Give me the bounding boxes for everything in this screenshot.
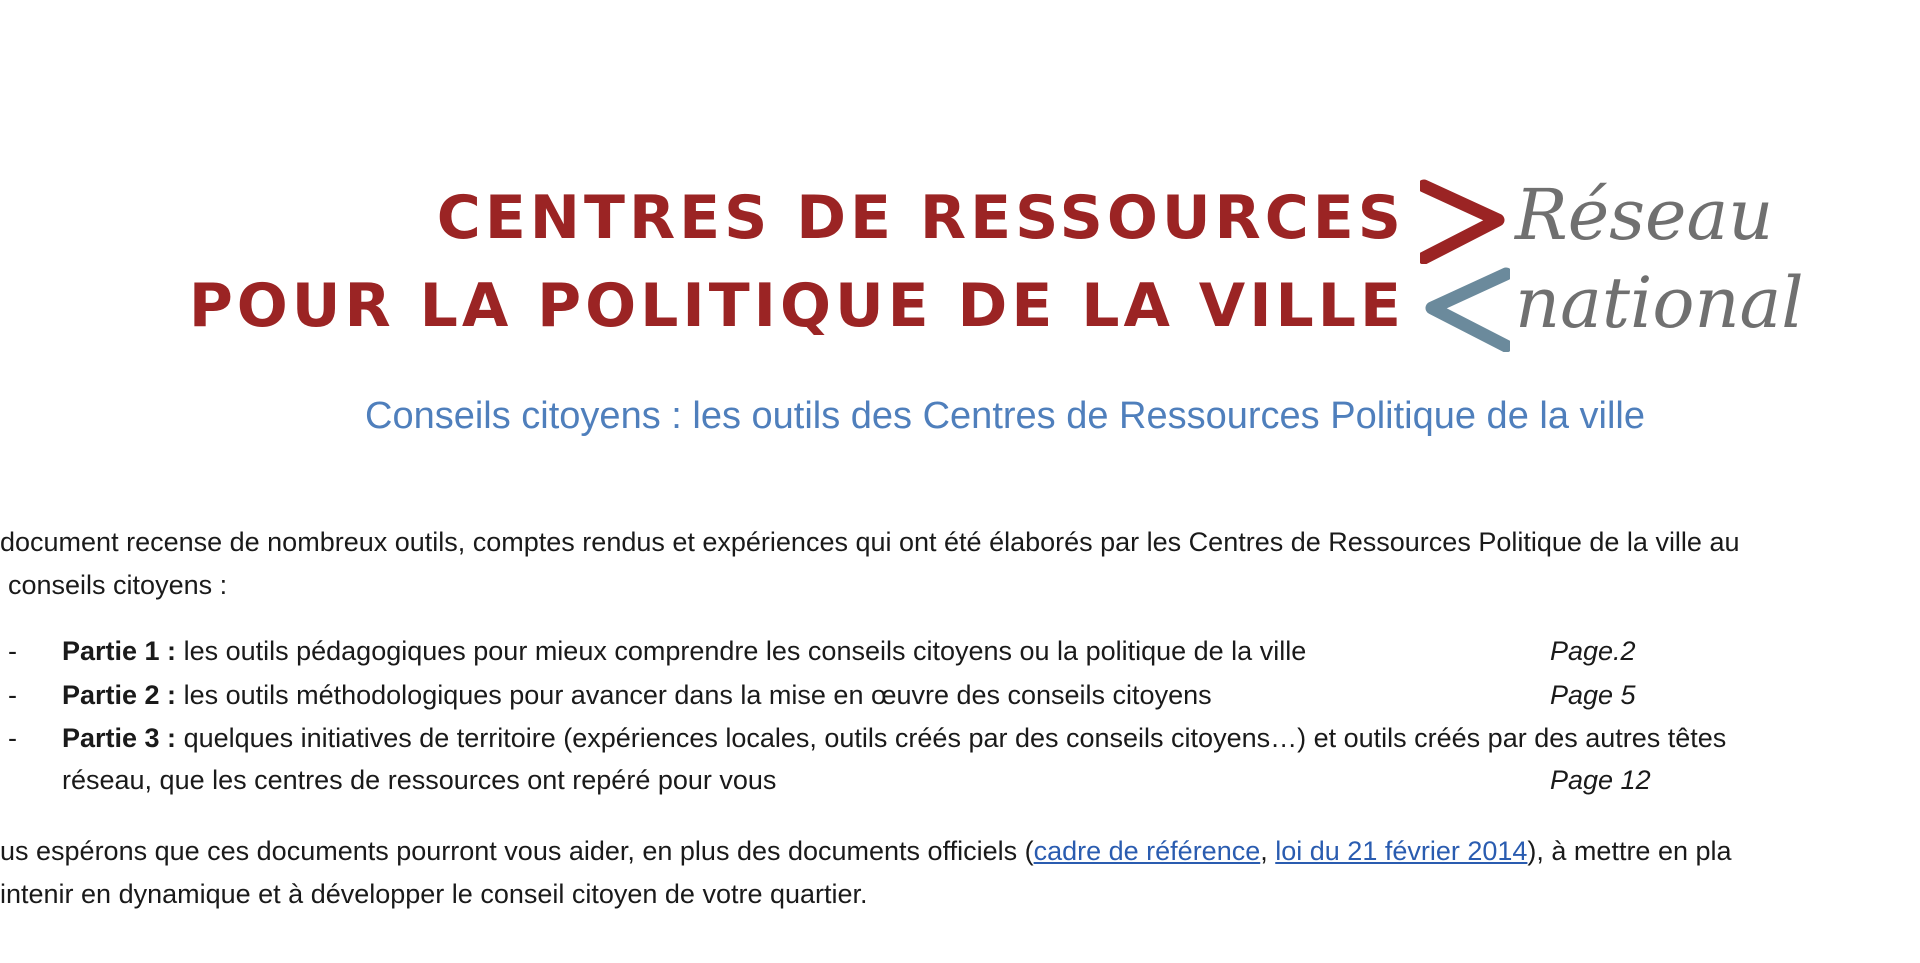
part-2-text: les outils méthodologiques pour avancer dans la mise en œuvre des conseils citoyens xyxy=(176,680,1212,710)
list-item-part-1 xyxy=(62,636,1306,667)
cadre-de-reference-link[interactable]: cadre de référence xyxy=(1033,836,1261,866)
document-subtitle: Conseils citoyens : les outils des Centres de Ressources Politique de la ville xyxy=(365,395,1645,437)
list-item-part-2 xyxy=(62,680,1212,711)
closing-paragraph-line-1 xyxy=(0,837,1732,867)
logo-title-line-2: POUR LA POLITIQUE DE LA VILLE xyxy=(188,271,1405,341)
closing-text-before: us espérons que ces documents pourront vous aider, en plus des documents officiels ( xyxy=(0,836,1034,866)
part-1-label: Partie 1 : xyxy=(62,636,177,666)
loi-link[interactable]: loi du 21 février 2014 xyxy=(1275,836,1528,866)
closing-text-after: ), à mettre en pla xyxy=(1527,836,1732,866)
part-3-page-ref: Page 12 xyxy=(1550,765,1651,795)
part-3-text: quelques initiatives de territoire (expériences locales, outils créés par des conseils citoyens…) et outils créés par des autres têtes xyxy=(176,723,1727,753)
chevron-left-icon xyxy=(1420,266,1510,352)
logo-title-line-1: CENTRES DE RESSOURCES xyxy=(436,183,1405,253)
list-bullet: - xyxy=(8,636,17,666)
logo-script-reseau: Réseau xyxy=(1515,174,1774,256)
closing-paragraph-line-2: intenir en dynamique et à développer le conseil citoyen de votre quartier. xyxy=(0,879,868,909)
closing-separator: , xyxy=(1260,836,1276,866)
list-bullet: - xyxy=(8,723,17,753)
intro-paragraph-line-1: document recense de nombreux outils, comptes rendus et expériences qui ont été élaborés par les Centres de Ressources Politique de la ville au xyxy=(0,527,1740,557)
chevron-right-icon xyxy=(1420,178,1510,264)
list-item-part-3 xyxy=(62,723,1726,754)
part-1-text: les outils pédagogiques pour mieux comprendre les conseils citoyens ou la politique de la ville xyxy=(176,636,1307,666)
part-2-page-ref: Page 5 xyxy=(1550,680,1636,710)
part-3-label: Partie 3 : xyxy=(62,723,177,753)
part-1-page-ref: Page.2 xyxy=(1550,636,1636,666)
intro-paragraph-line-2: conseils citoyens : xyxy=(8,570,228,600)
part-3-continuation: réseau, que les centres de ressources ont repéré pour vous xyxy=(62,765,777,795)
part-2-label: Partie 2 : xyxy=(62,680,177,710)
list-bullet: - xyxy=(8,680,17,710)
logo-script-national: national xyxy=(1515,262,1804,344)
